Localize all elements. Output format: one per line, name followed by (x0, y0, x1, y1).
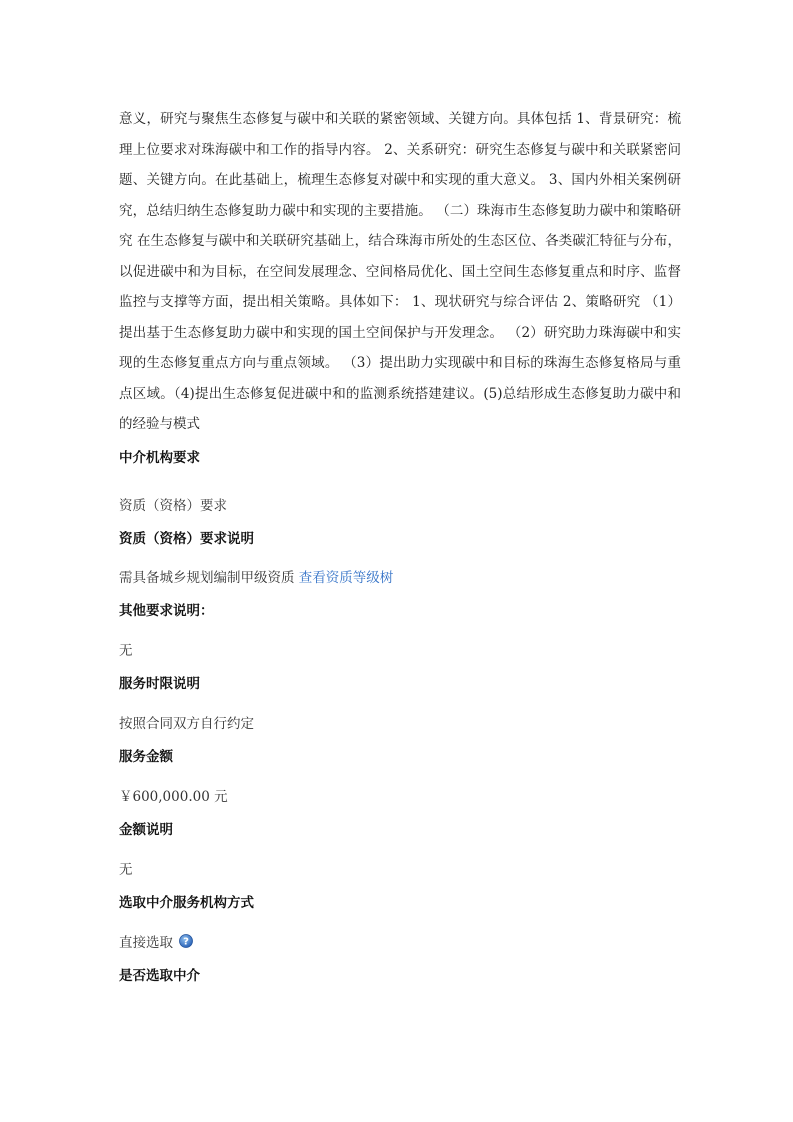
qualification-requirement-label: 资质（资格）要求 (119, 497, 227, 514)
agency-requirements-heading: 中介机构要求 (119, 449, 200, 466)
qualification-description-value (119, 568, 681, 588)
service-time-heading: 服务时限说明 (119, 675, 200, 692)
whether-select-agency-heading: 是否选取中介 (119, 967, 200, 984)
amount-description-heading: 金额说明 (119, 821, 173, 838)
service-amount-value: ￥600,000.00 元 (119, 788, 228, 805)
help-icon[interactable] (179, 934, 193, 948)
other-requirements-value: 无 (119, 642, 133, 659)
amount-description-value: 无 (119, 861, 133, 878)
other-requirements-heading: 其他要求说明： (119, 602, 214, 619)
selection-method-value (119, 933, 681, 953)
document-page (119, 104, 681, 986)
selection-method-text: 直接选取 (119, 934, 173, 951)
service-time-value: 按照合同双方自行约定 (119, 715, 254, 732)
view-qualification-tree-link[interactable]: 查看资质等级树 (298, 569, 394, 586)
selection-method-heading: 选取中介服务机构方式 (119, 894, 254, 911)
svg-text:?: ? (183, 936, 190, 947)
service-amount-heading: 服务金额 (119, 748, 173, 765)
project-description-paragraph: 意义，研究与聚焦生态修复与碳中和关联的紧密领域、关键方向。具体包括 1、背景研究：梳理上位要求对珠海碳中和工作的指导内容。 2、关系研究：研究生态修复与碳中和关联紧密问题、关键方向。在此基础上，梳理生态修复对碳中和实现的重大意义。 3、国内外相关案例研究，总结归纳生态修复助力碳中和实现的主要措施。 （二）珠海市生态修复助力碳中和策略研究 在生态修复与碳中和关联研究基础上，结合珠海市所处的生态区位、各类碳汇特征与分布，以促进碳中和为目标，在空间发展理念、空间格局优化、国土空间生态修复重点和时序、监督监控与支撑等方面，提出相关策略。具体如下： 1、现状研究与综合评估 2、策略研究 （1）提出基于生态修复助力碳中和实现的国土空间保护与开发理念。 （2）研究助力珠海碳中和实现的生态修复重点方向与重点领域。 （3）提出助力实现碳中和目标的珠海生态修复格局与重点区域。（4)提出生态修复促进碳中和的监测系统搭建建议。(5)总结形成生态修复助力碳中和的经验与模式 (119, 111, 681, 432)
qualification-description-heading: 资质（资格）要求说明 (119, 530, 254, 547)
qualification-text: 需具备城乡规划编制甲级资质 (119, 569, 295, 586)
